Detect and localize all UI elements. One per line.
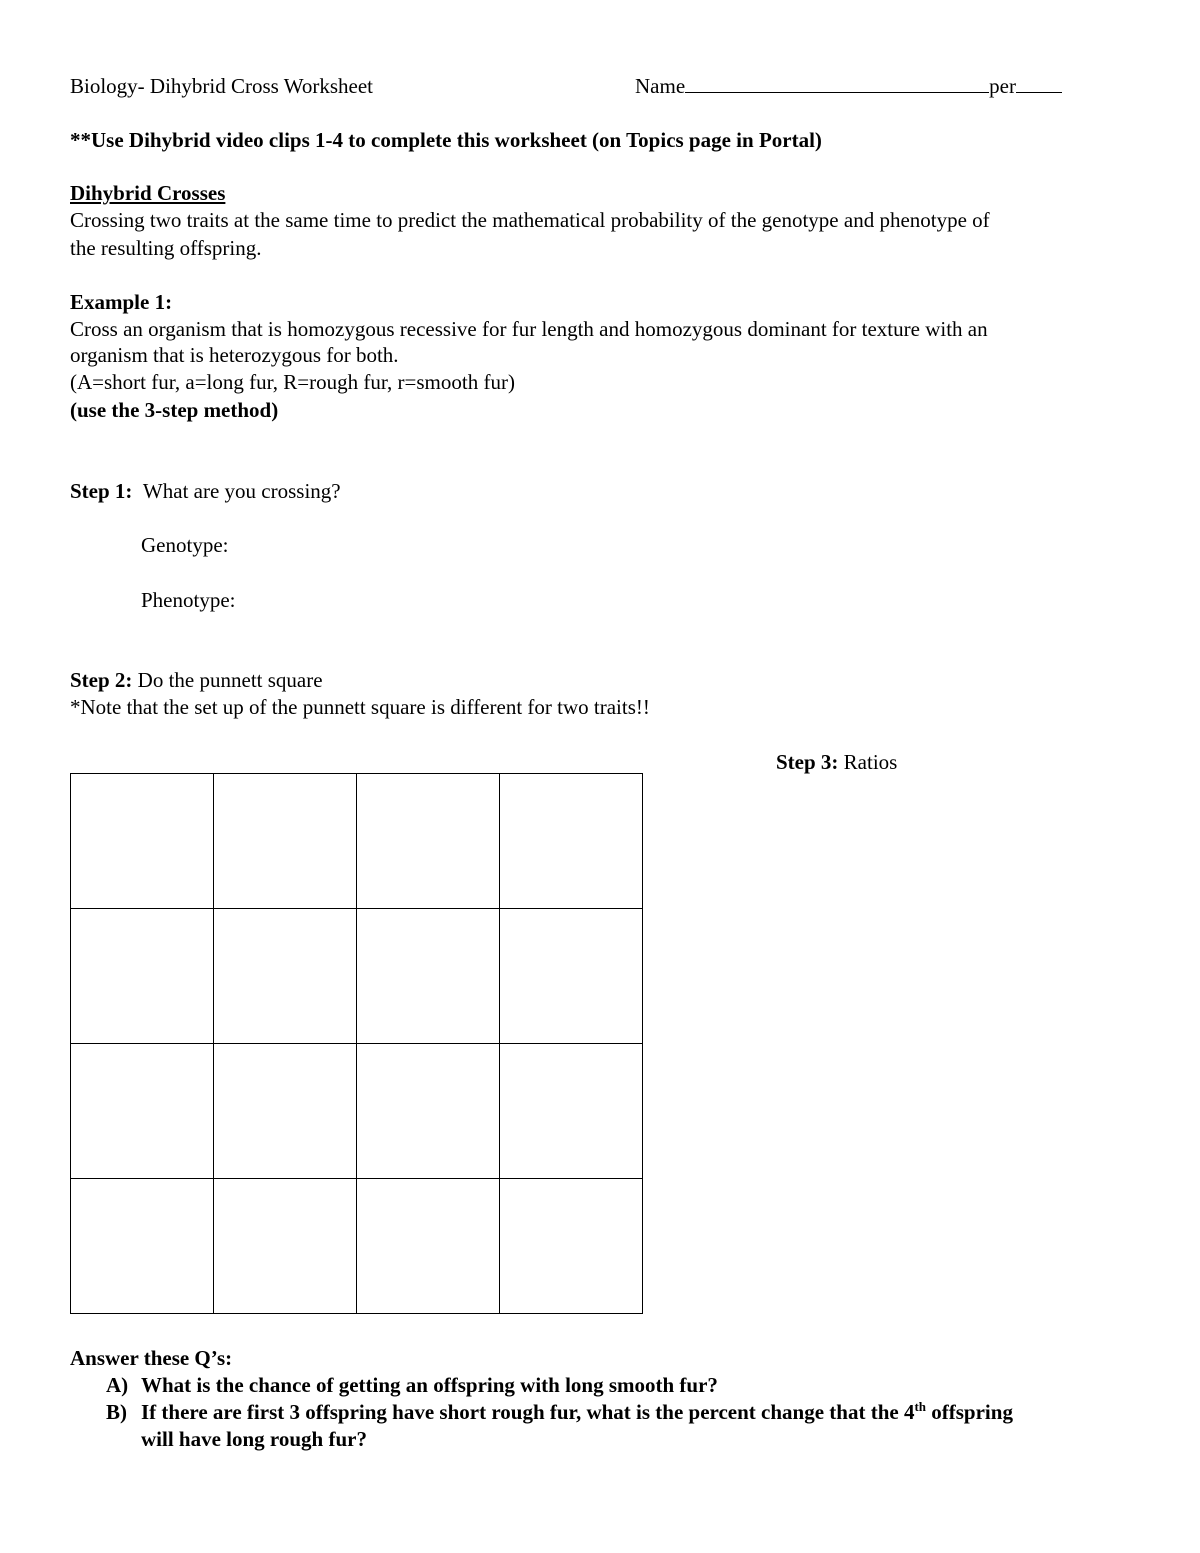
punnett-row (71, 909, 643, 1044)
punnett-cell[interactable] (500, 909, 643, 1044)
punnett-cell[interactable] (71, 1044, 214, 1179)
question-b-label: B) (106, 1400, 127, 1424)
step-1-text: What are you crossing? (142, 479, 341, 503)
phenotype-label: Phenotype: (141, 588, 236, 612)
example-line-1: Cross an organism that is homozygous recessive for fur length and homozygous dominant for texture with an (70, 317, 988, 341)
punnett-row (71, 1044, 643, 1179)
name-field[interactable] (635, 73, 1062, 99)
question-b-sup: th (914, 1399, 927, 1414)
question-b-text-post: offspring (926, 1400, 1013, 1424)
definition-line-1: Crossing two traits at the same time to predict the mathematical probability of the genotype and phenotype of (70, 208, 990, 232)
definition-line-2: the resulting offspring. (70, 236, 262, 260)
punnett-cell[interactable] (214, 774, 357, 909)
example-heading: Example 1: (70, 290, 173, 314)
punnett-square (70, 773, 643, 1314)
step-2 (70, 667, 323, 693)
name-label: Name (635, 74, 686, 98)
example-line-2: organism that is heterozygous for both. (70, 343, 399, 367)
punnett-row (71, 1179, 643, 1314)
punnett-row (71, 774, 643, 909)
instruction-text: **Use Dihybrid video clips 1-4 to complete this worksheet (on Topics page in Portal) (70, 128, 822, 152)
method-note: (use the 3-step method) (70, 398, 279, 422)
punnett-cell[interactable] (500, 774, 643, 909)
per-blank[interactable] (1016, 74, 1062, 93)
questions-heading: Answer these Q’s: (70, 1346, 233, 1370)
step-3-label: Step 3: (776, 750, 839, 774)
punnett-cell[interactable] (214, 909, 357, 1044)
step-2-label: Step 2: (70, 668, 133, 692)
step-1 (70, 478, 341, 504)
punnett-cell[interactable] (500, 1044, 643, 1179)
punnett-cell[interactable] (71, 909, 214, 1044)
definition-heading: Dihybrid Crosses (70, 181, 226, 205)
punnett-cell[interactable] (357, 909, 500, 1044)
step-2-text: Do the punnett square (137, 668, 323, 692)
question-a-text: What is the chance of getting an offspring with long smooth fur? (141, 1373, 718, 1397)
allele-key: (A=short fur, a=long fur, R=rough fur, r=smooth fur) (70, 370, 515, 394)
question-b-text: If there are first 3 offspring have short rough fur, what is the percent change that the 4 (141, 1400, 915, 1424)
punnett-cell[interactable] (357, 1179, 500, 1314)
punnett-cell[interactable] (71, 1179, 214, 1314)
punnett-cell[interactable] (214, 1179, 357, 1314)
punnett-cell[interactable] (357, 1044, 500, 1179)
step-3 (776, 749, 897, 775)
question-a-label: A) (106, 1373, 129, 1397)
genotype-label: Genotype: (141, 533, 229, 557)
name-blank[interactable] (685, 74, 989, 93)
step-2-note: *Note that the set up of the punnett square is different for two traits!! (70, 695, 650, 719)
punnett-cell[interactable] (500, 1179, 643, 1314)
question-b-line-2: will have long rough fur? (141, 1427, 367, 1451)
worksheet-title: Biology- Dihybrid Cross Worksheet (70, 74, 373, 98)
punnett-cell[interactable] (214, 1044, 357, 1179)
step-3-text: Ratios (843, 750, 898, 774)
punnett-cell[interactable] (357, 774, 500, 909)
question-a (106, 1372, 718, 1399)
punnett-cell[interactable] (71, 774, 214, 909)
question-b (106, 1399, 1013, 1426)
per-label: per (989, 74, 1016, 98)
step-1-label: Step 1: (70, 479, 133, 503)
